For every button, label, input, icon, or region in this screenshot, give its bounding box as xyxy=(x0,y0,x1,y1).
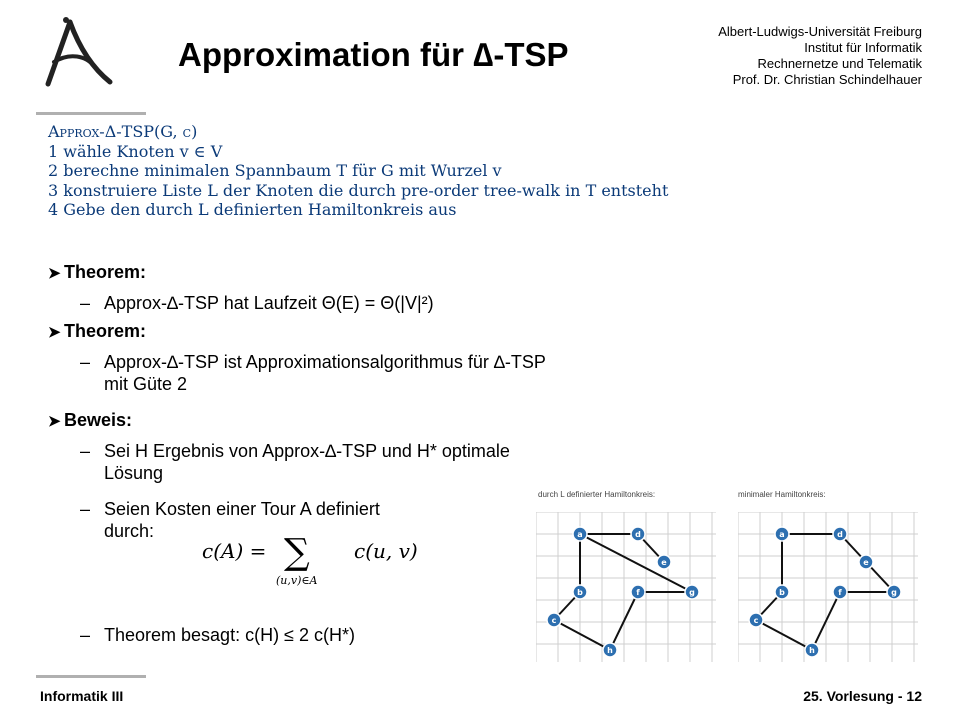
institution-line: Institut für Informatik xyxy=(804,40,922,55)
arrow-bullet-icon: ➤ xyxy=(48,413,61,430)
institution-line: Albert-Ludwigs-Universität Freiburg xyxy=(718,24,922,39)
node-label: f xyxy=(636,588,640,597)
cost-formula xyxy=(202,532,442,592)
node-label: b xyxy=(577,588,583,597)
theorem1-heading: ➤ Theorem: xyxy=(48,262,147,282)
node-label: d xyxy=(837,530,843,539)
algorithm-line: 3 konstruiere Liste L der Knoten die durch pre-order tree-walk in T entsteht xyxy=(48,180,669,200)
institution-line: Rechnernetze und Telematik xyxy=(757,56,922,71)
sum-icon: ∑ xyxy=(284,532,310,573)
footer-course: Informatik III xyxy=(40,688,124,704)
proof-item-2: – Seien Kosten einer Tour A definiert durch: xyxy=(80,499,380,541)
proof-item-1: – Sei H Ergebnis von Approx-∆-TSP und H* optimale Lösung xyxy=(80,441,510,483)
algorithm-pseudocode xyxy=(48,122,668,220)
institution-block xyxy=(718,24,922,88)
algorithm-line: 1 wähle Knoten v ∈ V xyxy=(48,141,223,161)
footer-divider xyxy=(36,675,146,678)
node-label: e xyxy=(661,558,667,567)
theorem2-heading: ➤ Theorem: xyxy=(48,321,147,341)
proof-heading: ➤ Beweis: xyxy=(48,410,133,430)
node-label: b xyxy=(779,588,785,597)
footer-lecture-page: 25. Vorlesung - 12 xyxy=(803,688,922,704)
institution-line: Prof. Dr. Christian Schindelhauer xyxy=(732,72,922,87)
formula-subscript: (u,v)∈A xyxy=(276,574,318,587)
node-label: f xyxy=(838,588,842,597)
node-label: e xyxy=(863,558,869,567)
arrow-bullet-icon: ➤ xyxy=(48,324,61,341)
formula-rhs: c(u, v) xyxy=(354,539,418,563)
header-divider xyxy=(36,112,146,115)
node-label: a xyxy=(577,530,583,539)
graph-right-title: minimaler Hamiltonkreis: xyxy=(738,490,826,499)
arrow-bullet-icon: ➤ xyxy=(48,265,61,282)
node-label: h xyxy=(809,646,815,655)
algorithm-line: 4 Gebe den durch L definierten Hamiltonkreis aus xyxy=(48,200,457,219)
graph-preorder-tour xyxy=(536,512,716,662)
node-label: h xyxy=(607,646,613,655)
node-label: a xyxy=(779,530,785,539)
algorithm-heading: Approx-Δ-TSP(G, c) xyxy=(48,122,198,141)
graph-left-title: durch L definierter Hamiltonkreis: xyxy=(538,490,656,499)
slide-title: Approximation für ∆-TSP xyxy=(178,36,569,73)
node-label: g xyxy=(689,588,695,597)
node-label: g xyxy=(891,588,897,597)
algorithm-line: 2 berechne minimalen Spannbaum T für G mit Wurzel v xyxy=(48,161,502,180)
university-logo xyxy=(40,14,116,90)
proof-item-3: – Theorem besagt: c(H) ≤ 2 c(H*) xyxy=(80,625,355,645)
theorem1-text: – Approx-∆-TSP hat Laufzeit Θ(E) = Θ(|V|²) xyxy=(80,293,434,313)
node-label: c xyxy=(551,616,557,625)
formula-lhs: c(A) = xyxy=(202,539,267,563)
node-label: d xyxy=(635,530,641,539)
graph-optimal-tour xyxy=(738,512,918,662)
theorem2-text: – Approx-∆-TSP ist Approximationsalgorithmus für ∆-TSP mit Güte 2 xyxy=(80,352,546,394)
node-label: c xyxy=(753,616,759,625)
